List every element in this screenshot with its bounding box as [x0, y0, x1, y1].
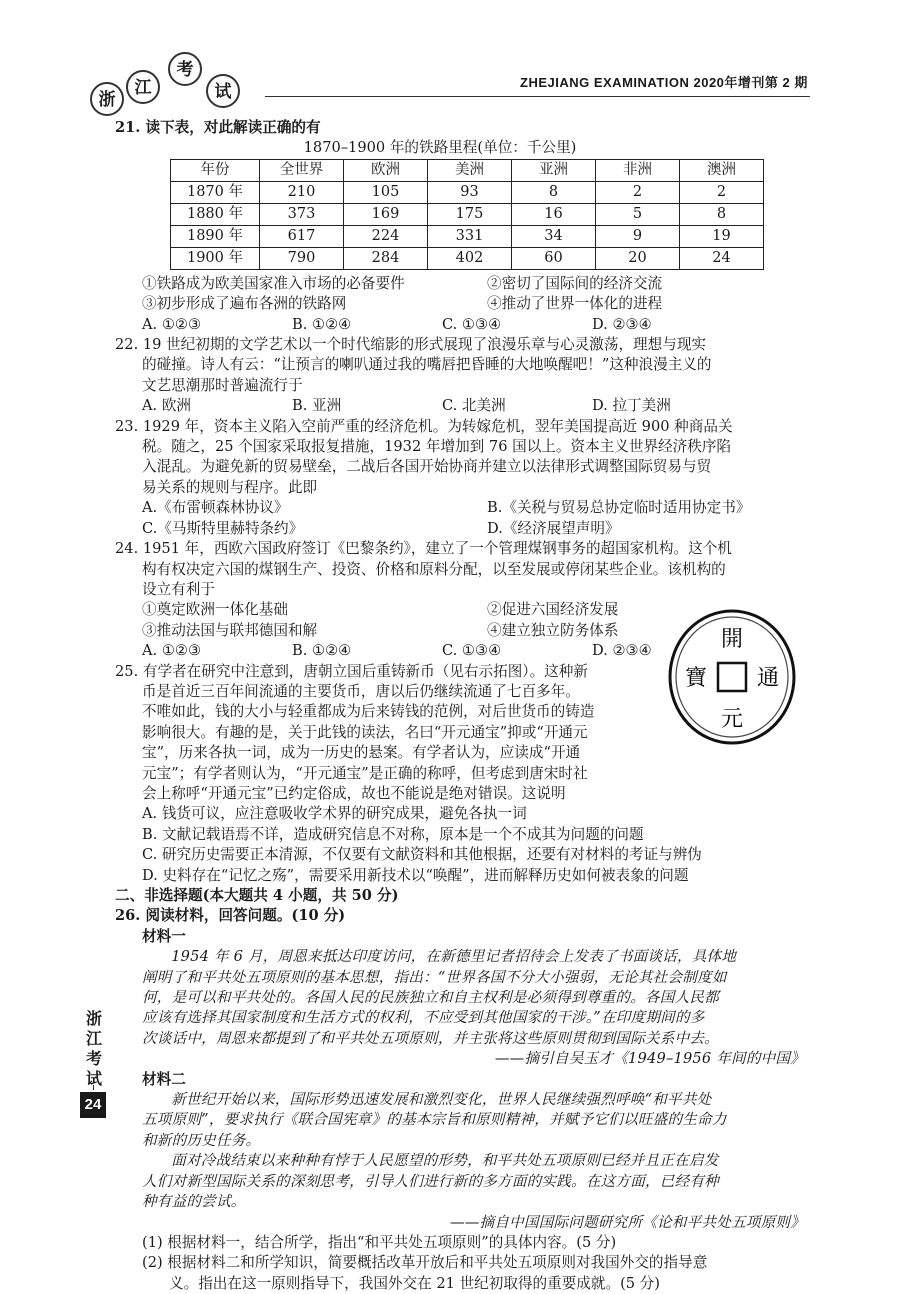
q24-stem-line: 设立有利于 [142, 580, 215, 598]
q23-stem-line: 入混乱。为避免新的贸易壁垒，二战后各国开始协商并建立以法律形式调整国际贸易与贸 [142, 458, 712, 476]
table-cell: 8 [680, 203, 764, 225]
table-cell: 2 [680, 181, 764, 203]
material-line: 应该有选择其国家制度和生活方式的权利，不应受到其他国家的干涉。”在印度期间的多 [142, 1009, 705, 1027]
q23-option-b[interactable]: B.《关税与贸易总协定临时适用协定书》 [487, 499, 751, 517]
table-cell: 16 [512, 203, 596, 225]
q26-sub-question-2-cont: 义。指出在这一原则指导下，我国外交在 21 世纪初取得的重要成就。(5 分) [169, 1274, 660, 1292]
q22-stem-line: 文艺思潮那时普遍流行于 [142, 376, 303, 394]
side-label-char: 考 [85, 1051, 102, 1068]
table-cell: 1900 年 [171, 247, 260, 269]
table-header-cell: 澳洲 [680, 159, 764, 181]
table-header-cell: 欧洲 [344, 159, 428, 181]
q26-material-2-title: 材料二 [142, 1070, 186, 1088]
q25-stem-line: 宝”，历来各执一词，成为一历史的悬案。有学者认为，应读成“开通 [142, 744, 581, 762]
q25-option-a[interactable]: A. 钱货可议，应注意吸收学术界的研究成果，避免各执一词 [142, 805, 527, 823]
logo-seal-3: 考 [168, 52, 202, 86]
q24-item: ③推动法国与联邦德国和解 [142, 621, 318, 639]
q24-option-c[interactable]: C. ①③④ [442, 642, 502, 660]
table-cell: 8 [512, 181, 596, 203]
table-cell: 9 [596, 225, 680, 247]
material-line: 五项原则”，要求执行《联合国宪章》的基本宗旨和原则精神，并赋予它们以旺盛的生命力 [142, 1111, 727, 1129]
q21-option-a[interactable]: A. ①②③ [142, 315, 202, 333]
table-row [171, 247, 764, 269]
zhejiang-exam-logo [90, 52, 260, 122]
table-cell: 60 [512, 247, 596, 269]
q25-stem-line: 影响很大。有趣的是，关于此钱的读法，名曰“开元通宝”抑或“开通元 [142, 723, 588, 741]
section-2-heading: 二、非选择题(本大题共 4 小题，共 50 分) [115, 887, 399, 904]
table-cell: 105 [344, 181, 428, 203]
q25-stem-line: 元宝”；有学者则认为，“开元通宝”是正确的称呼，但考虑到唐宋时社 [142, 764, 588, 782]
kaiyuan-tongbao-coin-rubbing [666, 608, 798, 746]
logo-seal-1: 浙 [90, 82, 124, 116]
question-21 [115, 118, 805, 335]
side-label-char: 试 [85, 1071, 102, 1088]
q23-options-row-1 [115, 498, 805, 518]
q24-option-a[interactable]: A. ①②③ [142, 642, 202, 660]
q26-material-1-title: 材料一 [142, 927, 186, 945]
q26-sub-question-2: (2) 根据材料二和所学知识，简要概括改革开放后和平共处五项原则对我国外交的指导意 [142, 1254, 708, 1272]
material-line: 何，是可以和平共处的。各国人民的民族独立和自主权利是必须得到尊重的。各国人民都 [142, 989, 719, 1007]
table-cell: 20 [596, 247, 680, 269]
q22-option-c[interactable]: C. 北美洲 [442, 397, 506, 415]
q21-item: ①铁路成为欧美国家准入市场的必备要件 [142, 274, 405, 292]
q23-option-c[interactable]: C.《马斯特里赫特条约》 [142, 519, 304, 537]
q23-stem-line: 税。随之，25 个国家采取报复措施，1932 年增加到 76 国以上。资本主义世界经济秩序陷 [142, 438, 732, 456]
q23-option-d[interactable]: D.《经济展望声明》 [487, 519, 620, 537]
q25-stem-line: 25. 有学者在研究中注意到，唐朝立国后重铸新币（见右示拓图）。这种新 [115, 662, 588, 680]
coin-char-top: 開 [720, 627, 744, 652]
table-cell: 34 [512, 225, 596, 247]
q21-option-b[interactable]: B. ①②④ [292, 315, 352, 333]
table-header-cell: 全世界 [260, 159, 344, 181]
table-cell: 373 [260, 203, 344, 225]
table-cell: 331 [428, 225, 512, 247]
material-line: 人们对新型国际关系的深刻思考，引导人们进行新的多方面的实践。在这方面，已经有种 [142, 1172, 719, 1190]
table-cell: 1870 年 [171, 181, 260, 203]
q23-stem-line: 易关系的规则与程序。此即 [142, 478, 318, 496]
material-line: 和新的历史任务。 [142, 1131, 261, 1149]
question-23 [115, 417, 805, 539]
q24-item: ④建立独立防务体系 [487, 621, 619, 639]
q21-item: ④推动了世界一体化的进程 [487, 295, 663, 313]
material-line: 阐明了和平共处五项原则的基本思想，指出：“世界各国不分大小强弱，无论其社会制度如 [142, 968, 727, 986]
table-header-row [171, 159, 764, 181]
q24-item: ②促进六国经济发展 [487, 601, 619, 619]
q22-option-b[interactable]: B. 亚洲 [292, 397, 342, 415]
q21-item: ③初步形成了遍布各洲的铁路网 [142, 295, 347, 313]
q23-option-a[interactable]: A.《布雷顿森林协议》 [142, 499, 289, 517]
q26-sub-question-1: (1) 根据材料一，结合所学，指出“和平共处五项原则”的具体内容。(5 分) [142, 1233, 617, 1251]
q23-options-row-2 [115, 519, 805, 539]
q23-stem-line: 23. 1929 年，资本主义陷入空前严重的经济危机。为转嫁危机，翌年美国提高近 900 种商品关 [115, 417, 733, 435]
coin-char-left: 寶 [684, 666, 708, 691]
q21-stem: 21. 读下表，对此解读正确的有 [115, 119, 321, 136]
coin-char-bottom: 元 [720, 707, 744, 732]
q24-option-b[interactable]: B. ①②④ [292, 642, 352, 660]
q21-option-d[interactable]: D. ②③④ [592, 315, 652, 333]
q26-material-1-body [115, 947, 805, 1069]
material-line: 次谈话中，周恩来都提到了和平共处五项原则，并主张将这些原则贯彻到国际关系中去。 [142, 1029, 719, 1047]
table-cell: 790 [260, 247, 344, 269]
q26-stem: 26. 阅读材料，回答问题。(10 分) [115, 907, 346, 925]
material-line: 种有益的尝试。 [142, 1193, 246, 1211]
q21-option-c[interactable]: C. ①③④ [442, 315, 502, 333]
table-cell: 1890 年 [171, 225, 260, 247]
q21-table-caption: 1870–1900 年的铁路里程(单位：千公里) [303, 139, 577, 157]
coin-square-hole [718, 663, 746, 691]
q22-option-a[interactable]: A. 欧洲 [142, 397, 192, 415]
table-header-cell: 非洲 [596, 159, 680, 181]
table-row [171, 181, 764, 203]
q25-stem-line: 不唯如此，钱的大小与轻重都成为后来铸钱的范例，对后世货币的铸造 [142, 703, 595, 721]
journal-issue-header: ZHEJIANG EXAMINATION 2020年增刊第 2 期 [520, 75, 808, 90]
q24-stem-line: 构有权决定六国的煤钢生产、投资、价格和原料分配，以至发展或停闭某些企业。该机构的 [142, 560, 726, 578]
table-cell: 19 [680, 225, 764, 247]
table-cell: 224 [344, 225, 428, 247]
railway-mileage-table [170, 159, 764, 270]
question-22 [115, 335, 805, 417]
q21-items-row-1 [115, 274, 805, 294]
table-header-cell: 亚洲 [512, 159, 596, 181]
table-cell: 617 [260, 225, 344, 247]
table-cell: 93 [428, 181, 512, 203]
table-row [171, 203, 764, 225]
q25-stem-line: 币是首近三百年间流通的主要货币，唐以后仍继续流通了七百多年。 [142, 682, 580, 700]
q22-option-d[interactable]: D. 拉丁美洲 [592, 397, 671, 415]
q21-options [115, 315, 805, 335]
table-cell: 284 [344, 247, 428, 269]
q22-options [115, 396, 805, 416]
table-cell: 402 [428, 247, 512, 269]
q26-material-2-body [115, 1090, 805, 1233]
table-header-cell: 美洲 [428, 159, 512, 181]
material-1-source: ——摘引自吴玉才《1949–1956 年间的中国》 [494, 1050, 805, 1068]
table-cell: 24 [680, 247, 764, 269]
logo-seal-4: 试 [206, 74, 240, 108]
table-cell: 169 [344, 203, 428, 225]
q22-stem-line: 的碰撞。诗人有云：“让预言的喇叭通过我的嘴唇把昏睡的大地唤醒吧！”这种浪漫主义的 [142, 356, 712, 374]
q25-option-c[interactable]: C. 研究历史需要正本清源，不仅要有文献资料和其他根据，还要有对材料的考证与辨伪 [142, 846, 702, 864]
material-line: 1954 年 6 月，周恩来抵达印度访问，在新德里记者招待会上发表了书面谈话，具体地 [171, 948, 737, 966]
side-journal-label [82, 1010, 106, 1090]
q25-option-d[interactable]: D. 史料存在“记忆之殇”，需要采用新技术以“唤醒”，进而解释历史如何被表象的问题 [142, 866, 689, 884]
side-divider [93, 1085, 94, 1090]
table-row [171, 225, 764, 247]
material-line: 面对冷战结束以来种种有悖于人民愿望的形势，和平共处五项原则已经并且正在启发 [171, 1152, 719, 1170]
q25-stem-line: 会上称呼“开通元宝”已约定俗成，故也不能说是绝对错误。这说明 [142, 784, 566, 802]
coin-outline [666, 608, 798, 746]
q24-option-d[interactable]: D. ②③④ [592, 642, 652, 660]
logo-seal-2: 江 [126, 70, 160, 104]
table-cell: 210 [260, 181, 344, 203]
q22-stem-line: 22. 19 世纪初期的文学艺术以一个时代缩影的形式展现了浪漫乐章与心灵激荡，理想与现实 [115, 336, 707, 354]
q24-item: ①奠定欧洲一体化基础 [142, 601, 288, 619]
q25-option-b[interactable]: B. 文献记载语焉不详，造成研究信息不对称，原本是一个不成其为问题的问题 [142, 825, 644, 843]
table-header-cell: 年份 [171, 159, 260, 181]
question-26 [115, 906, 805, 1294]
material-2-source: ——摘自中国国际问题研究所《论和平共处五项原则》 [449, 1213, 805, 1231]
q24-stem-line: 24. 1951 年，西欧六国政府签订《巴黎条约》，建立了一个管理煤钢事务的超国家机构。这个机 [115, 540, 732, 558]
header-divider [265, 96, 810, 97]
table-cell: 175 [428, 203, 512, 225]
page-number: 24 [80, 1092, 106, 1118]
coin-char-right: 通 [756, 666, 780, 691]
table-cell: 1880 年 [171, 203, 260, 225]
q21-item: ②密切了国际间的经济交流 [487, 274, 663, 292]
q21-items-row-2 [115, 294, 805, 314]
side-label-char: 浙 [85, 1011, 102, 1028]
table-cell: 5 [596, 203, 680, 225]
table-cell: 2 [596, 181, 680, 203]
material-line: 新世纪开始以来，国际形势迅速发展和激烈变化，世界人民继续强烈呼唤“和平共处 [171, 1091, 712, 1109]
side-label-char: 江 [85, 1031, 102, 1048]
